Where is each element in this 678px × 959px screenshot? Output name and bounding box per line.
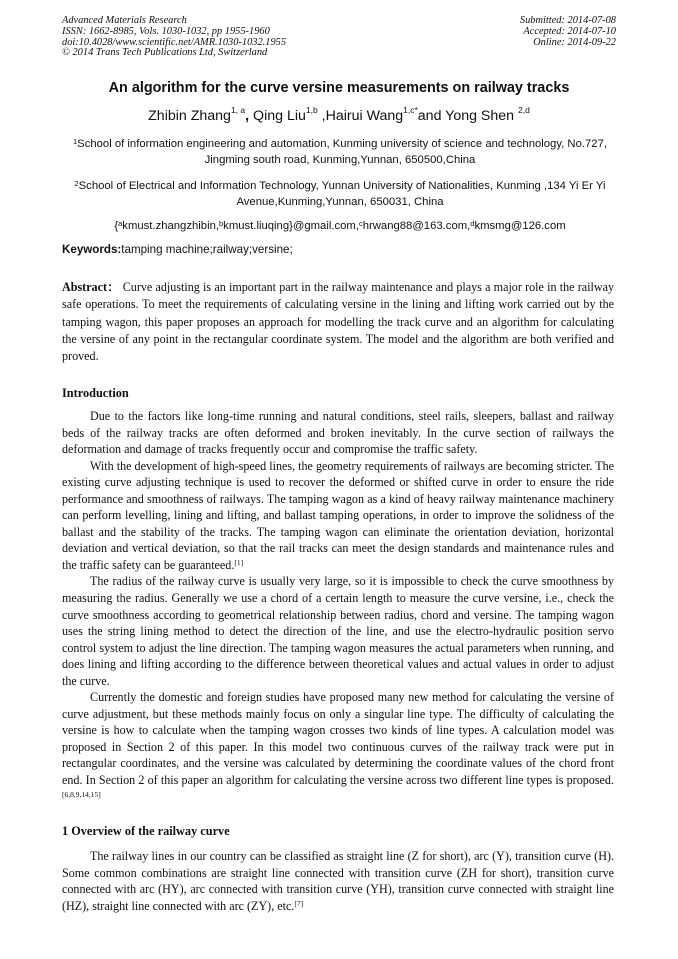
section-1-heading: 1 Overview of the railway curve <box>62 824 230 838</box>
email-sup-c: c <box>358 219 363 228</box>
email-4: kmsmg@126.com <box>474 220 566 232</box>
author-3: ,Hairui Wang <box>317 108 404 124</box>
keywords <box>62 243 293 256</box>
email-open-brace: { <box>114 220 119 232</box>
email-sup-b: b <box>219 219 224 228</box>
affiliation-1-number: 1 <box>73 137 78 146</box>
email-1: kmust.zhangzhibin, <box>122 220 219 232</box>
author-2: Qing Liu <box>249 108 306 124</box>
keywords-text: tamping machine;railway;versine; <box>121 243 293 256</box>
section-1-paragraph-1-text: The railway lines in our country can be classified as straight line (Z for short), arc (Y), transition curve (H). Some common combinations are straight line connected with transition curve (ZH for short), transition curve connected with arc (HY), arc connected with transition curve (YH), transition curve connected with straight line (HZ), straight line connected with arc (ZY), etc. <box>62 849 614 913</box>
abstract-text: Curve adjusting is an important part in the railway maintenance and plays a major role in the railway safe operations. To meet the requirements of calculating versine in the lining and lifting work carried out by the tamping wagon, this paper proposes an approach for modelling the track curve and an algorithm for calculating the versine of any point in the rectangular coordinate system. The model and the algorithm are both verified and proved. <box>62 280 614 364</box>
affiliation-2-number: 2 <box>74 179 79 188</box>
section-1-body <box>62 848 614 914</box>
journal-name: Advanced Materials Research <box>62 15 187 26</box>
doi-line: doi:10.4028/www.scientific.net/AMR.1030-1032.1955 <box>62 36 287 48</box>
section-1-paragraph-1 <box>62 848 614 914</box>
citation: [6,8,9,14,15] <box>62 789 101 799</box>
intro-paragraph-1 <box>62 408 614 458</box>
accepted-date: Accepted: 2014-07-10 <box>523 25 616 37</box>
author-separator: , <box>245 108 250 124</box>
submission-dates <box>520 16 616 48</box>
submitted-date: Submitted: 2014-07-08 <box>519 15 616 26</box>
intro-paragraph-3-text: The radius of the railway curve is usually very large, so it is impossible to check the curve smoothness by measuring the radius. Generally we use a chord of a certain length to measure the curve versine, i.e., check the curve smoothness according to geometrical relationship between radius, chord and versine. The tamping wagon uses the string lining method to detect the direction of the line, and use the electro-hydraulic position servo control system to adjust the line direction. The tamping wagon measures the actual parameters when running, and does lining and lifting according to the difference between theoretical values and actual values in order to adjust the curve. <box>62 574 614 688</box>
intro-paragraph-2 <box>62 458 614 574</box>
affiliation-1-text: School of information engineering and automation, Kunming university of science and technology, No.727, Jingming south road, Kunming,Yunnan, 650500,China <box>77 138 607 166</box>
email-3: hrwang88@163.com, <box>362 220 471 232</box>
keywords-label: Keywords: <box>62 243 122 256</box>
affiliation-1 <box>62 136 618 168</box>
affiliation-2 <box>62 178 618 210</box>
author-emails <box>62 218 618 234</box>
author-1-affil: 1, a <box>230 105 246 115</box>
author-list <box>0 105 678 124</box>
online-date: Online: 2014-09-22 <box>533 36 616 48</box>
paper-title: An algorithm for the curve versine measurements on railway tracks <box>108 80 570 96</box>
intro-paragraph-3 <box>62 573 614 689</box>
issn-line: ISSN: 1662-8985, Vols. 1030-1032, pp 1955-1960 <box>62 25 270 37</box>
email-2: kmust.liuqing}@gmail.com, <box>223 220 359 232</box>
abstract-label: Abstract： <box>62 280 120 294</box>
email-sup-a: a <box>118 219 123 228</box>
author-3-affil: 1,c* <box>403 105 418 115</box>
introduction-body <box>62 408 614 805</box>
citation: [1] <box>234 557 244 567</box>
author-4: and Yong Shen <box>417 108 519 124</box>
intro-paragraph-2-text: With the development of high-speed lines, the geometry requirements of railways are becoming stricter. The existing curve adjusting technique is used to recover the deformed or shifted curve in order to ensure the ride performance and smoothness of railways. The tamping wagon as a kind of heavy railway maintenance machinery can perform levelling, lining and lifting, and ballast tamping operations, in order to improve the solidness of the ballast and the stability of the tracks. The tamping wagon can eliminate the orientation deviation, horizontal deviation and vertical deviation, so that the rail tracks can meet the design standards and maintenance rules and the traffic safety can be guaranteed. <box>62 458 614 572</box>
author-4-affil: 2,d <box>518 105 530 115</box>
introduction-heading: Introduction <box>62 386 129 400</box>
intro-paragraph-1-text: Due to the factors like long-time running and natural conditions, steel rails, sleepers, ballast and railway beds of the railway tracks are often deformed and broken inevitably. In the curve section of railways the deformation and damage of tracks frequently occur and compromise the traffic safety. <box>62 409 614 457</box>
affiliation-2-text: School of Electrical and Information Technology, Yunnan University of Nationalities, Kunming ,134 Yi Er Yi Avenue,Kunming,Yunnan, 650031, China <box>78 180 606 208</box>
author-1: Zhibin Zhang <box>148 108 231 124</box>
author-2-affil: 1,b <box>305 105 318 115</box>
intro-paragraph-4-text: Currently the domestic and foreign studies have proposed many new method for calculating the versine of curve adjustment, but these methods mainly focus on only a singular line type. The difficulty of calculating the versine is how to calculate when the tamping wagon crosses two kinds of line types. A calculation model was proposed in Section 2 of this paper. In this model two continuous curves of the railway track were put in rectangular coordinates, and the versine was calculated by determining the coordinate values of the chord front end. In Section 2 of this paper an algorithm for calculating the versine across two different line types is proposed. <box>62 690 614 788</box>
copyright-line: © 2014 Trans Tech Publications Ltd, Switzerland <box>62 47 268 59</box>
citation: [7] <box>294 898 304 908</box>
email-sup-d: d <box>470 219 475 228</box>
journal-info <box>62 16 286 59</box>
intro-paragraph-4 <box>62 689 614 805</box>
abstract <box>62 279 614 365</box>
